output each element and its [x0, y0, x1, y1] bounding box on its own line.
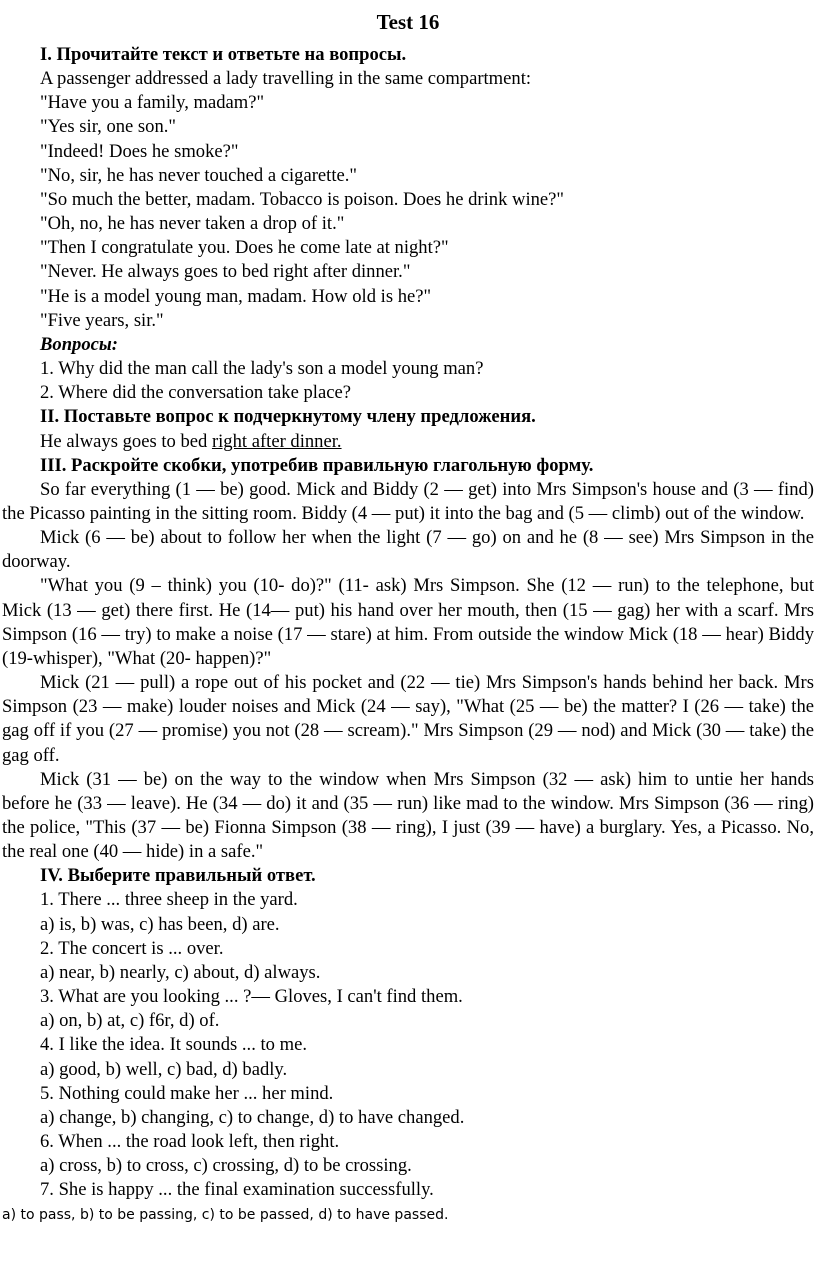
exercise-paragraph: Mick (31 — be) on the way to the window when Mrs Simpson (32 — ask) him to untie her hands before he (33 — leave). He (34 — do) it and (35 — run) like mad to the window. Mrs Simpson (36 — ring) the police, "This (37 — be) Fionna Simpson (38 — ring), I just (39 — have) a burglary. Yes, a Picasso. No, the real one (40 — hide) in a safe.": [2, 768, 814, 863]
mc-question: 3. What are you looking ... ?— Gloves, I can't find them.: [40, 986, 463, 1008]
mc-options: a) is, b) was, c) has been, d) are.: [40, 913, 280, 935]
question-item: 1. Why did the man call the lady's son a model young man?: [40, 358, 484, 380]
sentence-text: He always goes to bed: [40, 430, 212, 452]
section-2-heading: II. Поставьте вопрос к подчеркнутому члену предложения.: [40, 406, 536, 428]
section-3-heading: III. Раскройте скобки, употребив правильную глагольную форму.: [40, 454, 594, 476]
mc-question: 4. I like the idea. It sounds ... to me.: [40, 1034, 307, 1056]
story-line: "No, sir, he has never touched a cigarette.": [40, 164, 357, 186]
section-2-sentence: [2, 430, 814, 454]
story-line: "Five years, sir.": [40, 309, 164, 331]
mc-question: 7. She is happy ... the final examination successfully.: [40, 1179, 434, 1201]
story-line: "Yes sir, one son.": [40, 116, 177, 138]
test-title: Test 16: [376, 10, 440, 34]
mc-options: a) cross, b) to cross, c) crossing, d) to be crossing.: [40, 1155, 412, 1177]
mc-question: 2. The concert is ... over.: [40, 937, 224, 959]
underlined-phrase: right after dinner.: [211, 430, 342, 452]
exercise-paragraph: Mick (6 — be) about to follow her when the light (7 — go) on and he (8 — see) Mrs Simpson in the doorway.: [2, 527, 814, 573]
exercise-paragraph: "What you (9 – think) you (10- do)?" (11- ask) Mrs Simpson. She (12 — run) to the telephone, but Mick (13 — get) there first. He (14— put) his hand over her mouth, then (15 — gag) her with a scarf. Mrs Simpson (16 — try) to make a noise (17 — stare) at him. From outside the window Mick (18 — hear) Biddy (19-whisper), "What (20- happen)?": [2, 575, 814, 669]
document-body: [2, 43, 814, 1227]
mc-options: a) change, b) changing, c) to change, d) to have changed.: [40, 1106, 465, 1128]
question-item: 2. Where did the conversation take place?: [40, 382, 351, 404]
story-line: "Never. He always goes to bed right after dinner.": [40, 261, 411, 283]
story-line: A passenger addressed a lady travelling in the same compartment:: [40, 68, 532, 90]
mc-question: 5. Nothing could make her ... her mind.: [40, 1082, 334, 1104]
section-1-heading: I. Прочитайте текст и ответьте на вопросы.: [40, 44, 407, 65]
exercise-paragraph: So far everything (1 — be) good. Mick and Biddy (2 — get) into Mrs Simpson's house and (3 — find) the Picasso painting in the sitting room. Biddy (4 — put) it into the bag and (5 — climb) out of the window.: [2, 478, 814, 524]
story-line: "Have you a family, madam?": [40, 92, 265, 114]
mc-options: a) good, b) well, c) bad, d) badly.: [40, 1058, 288, 1080]
section-4-heading: IV. Выберите правильный ответ.: [40, 865, 316, 887]
mc-options: a) to pass, b) to be passing, c) to be passed, d) to have passed.: [2, 1206, 449, 1223]
story-line: "So much the better, madam. Tobacco is poison. Does he drink wine?": [40, 188, 565, 210]
exercise-paragraph: Mick (21 — pull) a rope out of his pocket and (22 — tie) Mrs Simpson's hands behind her back. Mrs Simpson (23 — make) louder noises and Mick (24 — say), "What (25 — be) the matter? I (26 — take) the gag off if you (27 — promise) you not (28 — scream)." Mrs Simpson (29 — nod) and Mick (30 — take) the gag off.: [2, 672, 814, 766]
story-line: "He is a model young man, madam. How old is he?": [40, 285, 432, 307]
story-line: "Then I congratulate you. Does he come late at night?": [40, 237, 449, 259]
story-line: "Oh, no, he has never taken a drop of it.": [40, 213, 345, 235]
story-line: "Indeed! Does he smoke?": [40, 140, 239, 162]
mc-options: a) near, b) nearly, c) about, d) always.: [40, 961, 321, 983]
questions-label: Вопросы:: [40, 333, 118, 355]
mc-options: a) on, b) at, c) f6r, d) of.: [40, 1010, 220, 1032]
mc-question: 6. When ... the road look left, then right.: [40, 1131, 340, 1153]
mc-question: 1. There ... three sheep in the yard.: [40, 889, 298, 911]
